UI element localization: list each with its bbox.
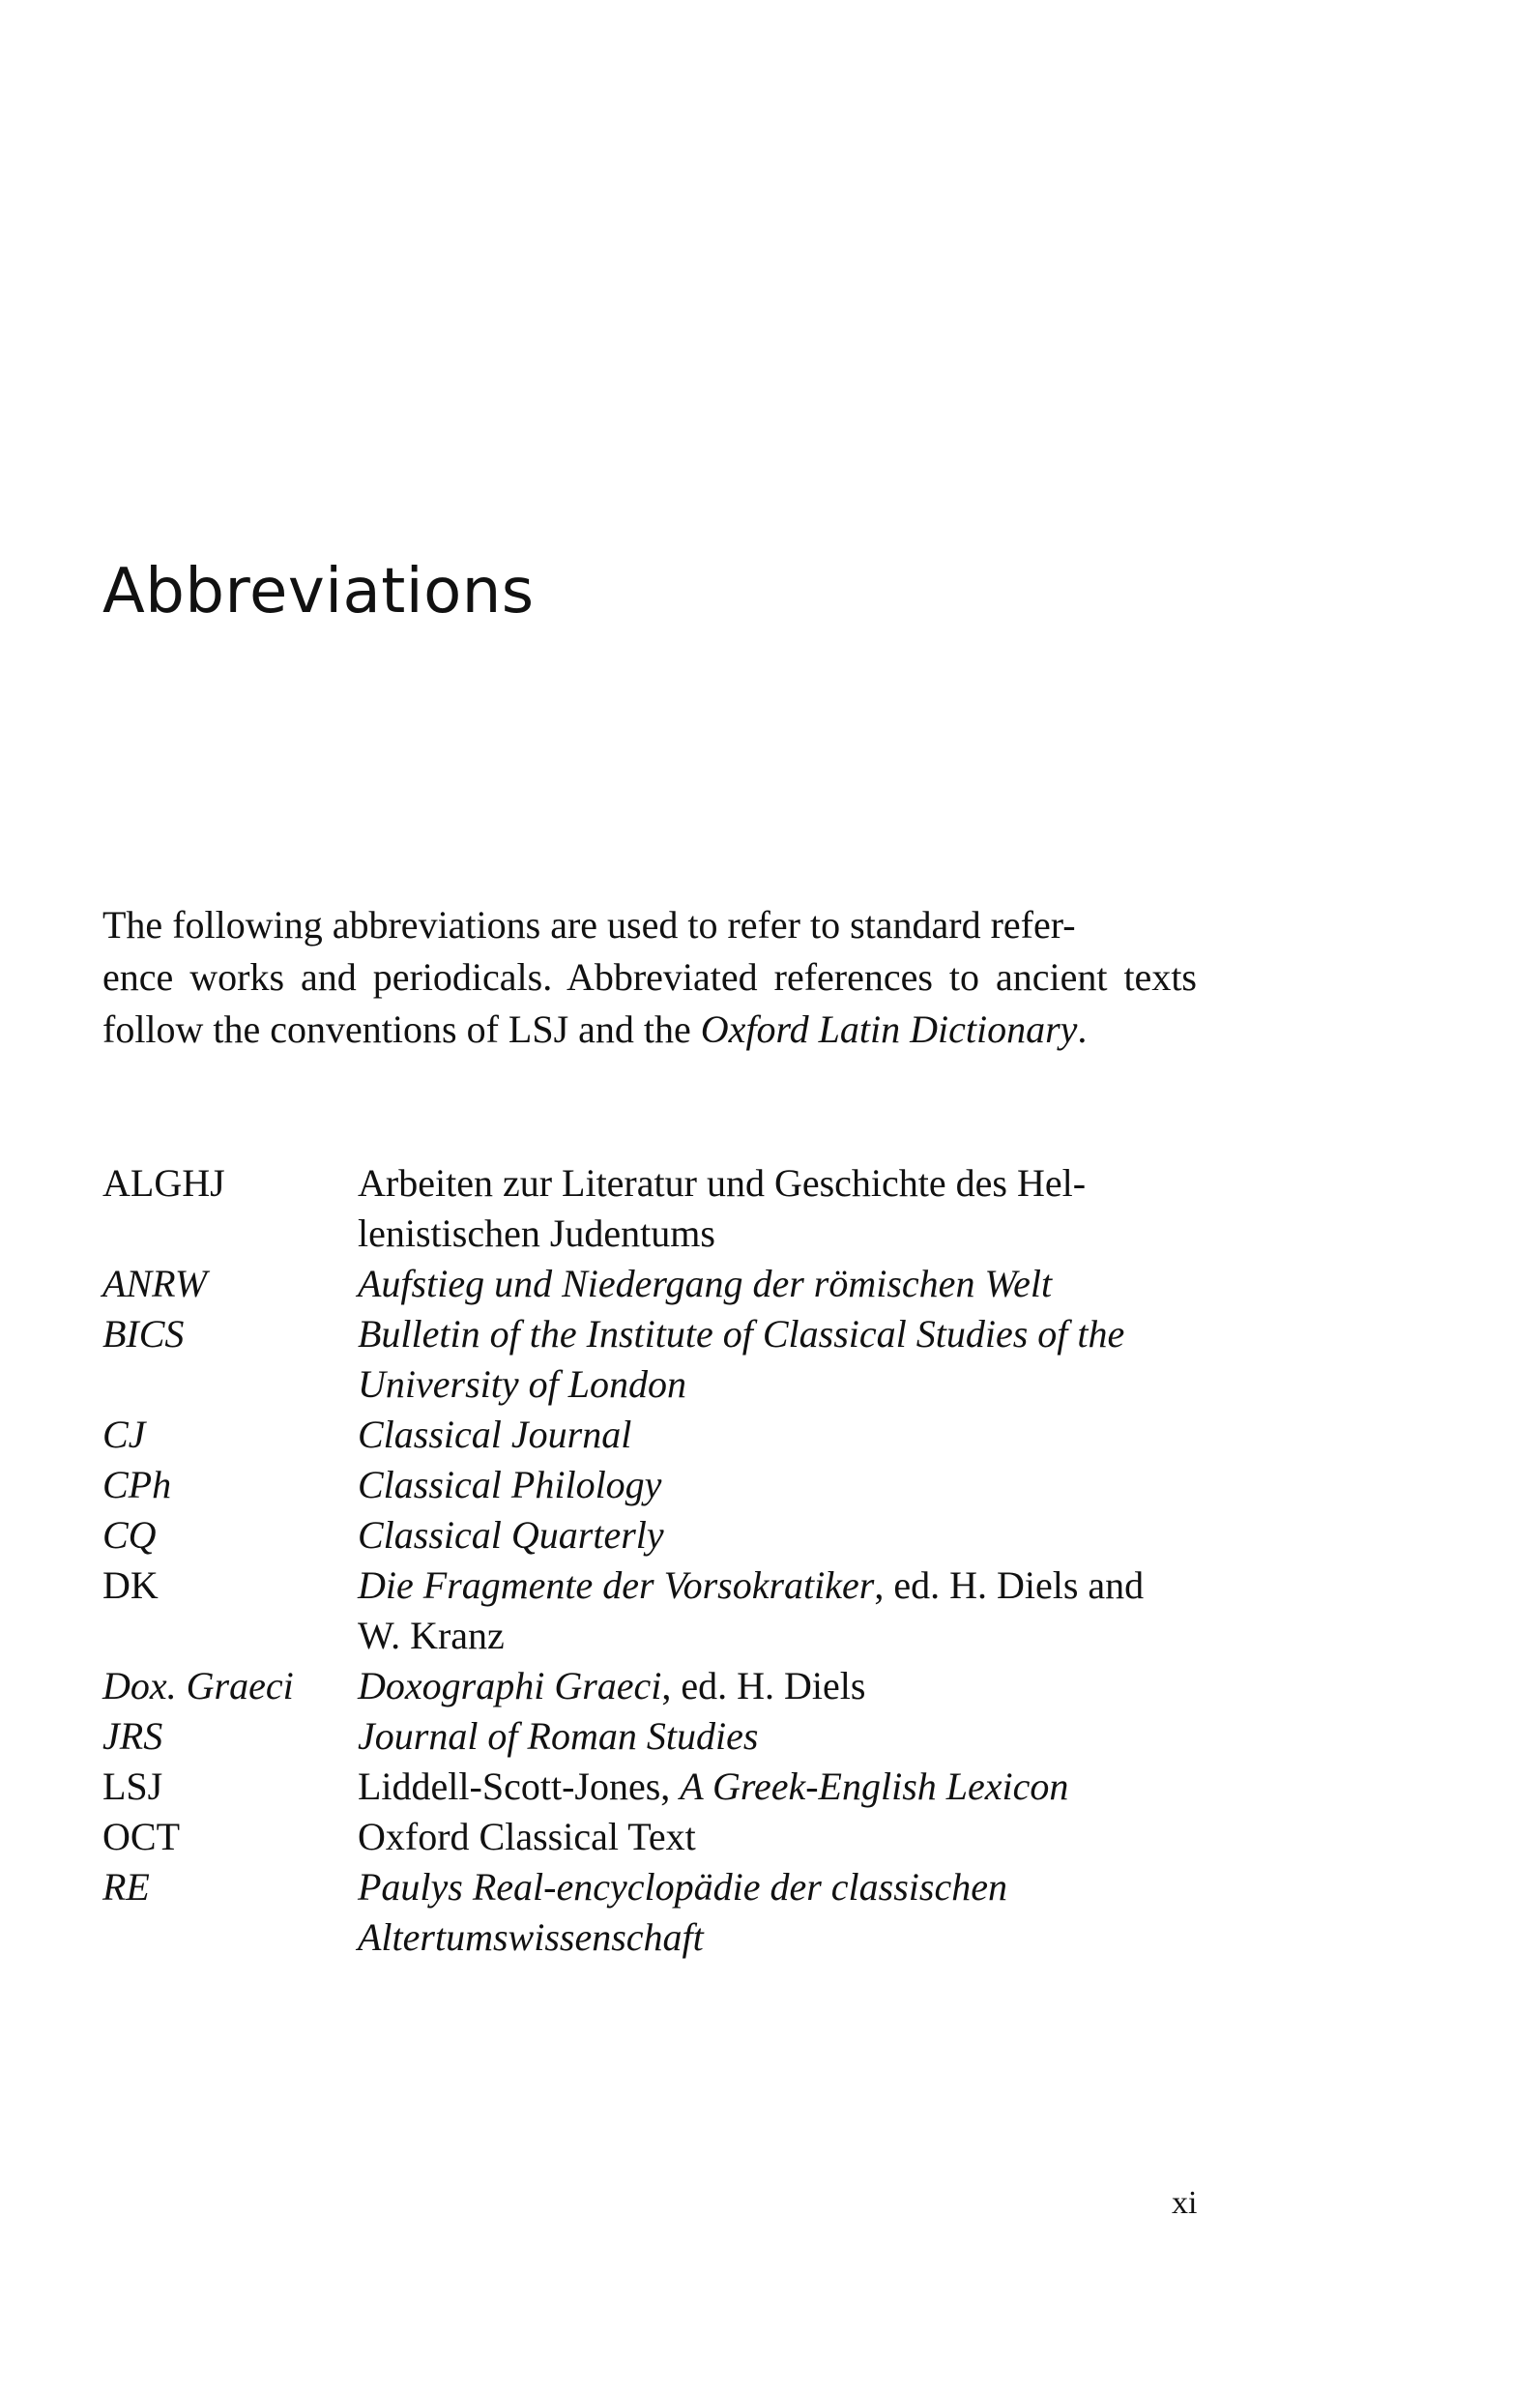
definition-line: Bulletin of the Institute of Classical Studies of the	[358, 1312, 1125, 1356]
abbreviation-definition	[358, 1762, 1205, 1812]
definition-italic-title: Die Fragmente der Vorsokratiker	[358, 1563, 875, 1607]
definition-line: University of London	[358, 1362, 686, 1406]
abbreviation-definition	[358, 1661, 1205, 1711]
abbreviation-definition: Classical Philology	[358, 1463, 662, 1506]
abbreviation-entry	[102, 1661, 1205, 1711]
definition-line: Arbeiten zur Literatur und Geschichte des Hel-	[358, 1161, 1087, 1205]
abbreviation-term: CPh	[102, 1463, 172, 1506]
abbreviation-entry	[102, 1812, 1205, 1862]
abbreviation-entry	[102, 1460, 1205, 1510]
definition-italic-title: A Greek-English Lexicon	[680, 1765, 1069, 1808]
abbreviation-term: LSJ	[102, 1765, 163, 1808]
abbreviation-entry	[102, 1158, 1205, 1259]
abbreviation-entry	[102, 1510, 1205, 1561]
abbreviation-entry	[102, 1762, 1205, 1812]
abbreviation-definition: Aufstieg und Niedergang der römischen Welt	[358, 1262, 1053, 1305]
abbreviation-term: RE	[102, 1865, 150, 1909]
abbreviation-term: CJ	[102, 1413, 146, 1456]
definition-line: Paulys Real-encyclopädie der classischen	[358, 1865, 1007, 1909]
definition-line: W. Kranz	[358, 1614, 505, 1657]
definition-text: Liddell-Scott-Jones,	[358, 1765, 681, 1808]
abbreviation-term: ANRW	[102, 1262, 208, 1305]
abbreviation-entry	[102, 1309, 1205, 1410]
abbreviation-term: Dox. Graeci	[102, 1664, 294, 1707]
abbreviation-definition: Classical Quarterly	[358, 1513, 664, 1557]
abbreviation-entry	[102, 1561, 1205, 1661]
abbreviation-term: JRS	[102, 1714, 163, 1758]
abbreviation-term: DK	[102, 1563, 159, 1607]
intro-text-1: The following abbreviations are used to refer to standard refer-	[102, 903, 1076, 947]
page-title: Abbreviations	[102, 556, 535, 627]
intro-paragraph	[102, 899, 1197, 1056]
abbreviation-term: OCT	[102, 1815, 180, 1858]
abbreviation-list	[102, 1158, 1205, 1963]
intro-text-2: ence works and periodicals. Abbreviated references to ancient texts follow the conventions of LSJ and the	[102, 955, 1197, 1051]
abbreviation-definition	[358, 1862, 1205, 1963]
abbreviation-definition	[358, 1309, 1205, 1410]
abbreviation-definition: Oxford Classical Text	[358, 1815, 696, 1858]
abbreviation-definition	[358, 1561, 1205, 1661]
definition-line: lenistischen Judentums	[358, 1211, 715, 1255]
abbreviation-definition	[358, 1158, 1205, 1259]
abbreviation-term: BICS	[102, 1312, 185, 1356]
abbreviation-term: ALGHJ	[102, 1161, 225, 1205]
definition-italic-title: Doxographi Graeci	[358, 1664, 662, 1707]
page-number: xi	[1172, 2185, 1198, 2221]
abbreviation-entry	[102, 1410, 1205, 1460]
abbreviation-definition: Classical Journal	[358, 1413, 632, 1456]
abbreviation-entry	[102, 1711, 1205, 1762]
abbreviation-entry	[102, 1862, 1205, 1963]
abbreviation-term: CQ	[102, 1513, 157, 1557]
definition-text: , ed. H. Diels	[661, 1664, 866, 1707]
abbreviation-entry	[102, 1259, 1205, 1309]
definition-text: , ed. H. Diels and	[874, 1563, 1145, 1607]
intro-italic-title: Oxford Latin Dictionary	[700, 1007, 1078, 1051]
abbreviation-definition: Journal of Roman Studies	[358, 1714, 759, 1758]
definition-line: Altertumswissenschaft	[358, 1915, 704, 1959]
intro-text-3: .	[1077, 1007, 1088, 1051]
